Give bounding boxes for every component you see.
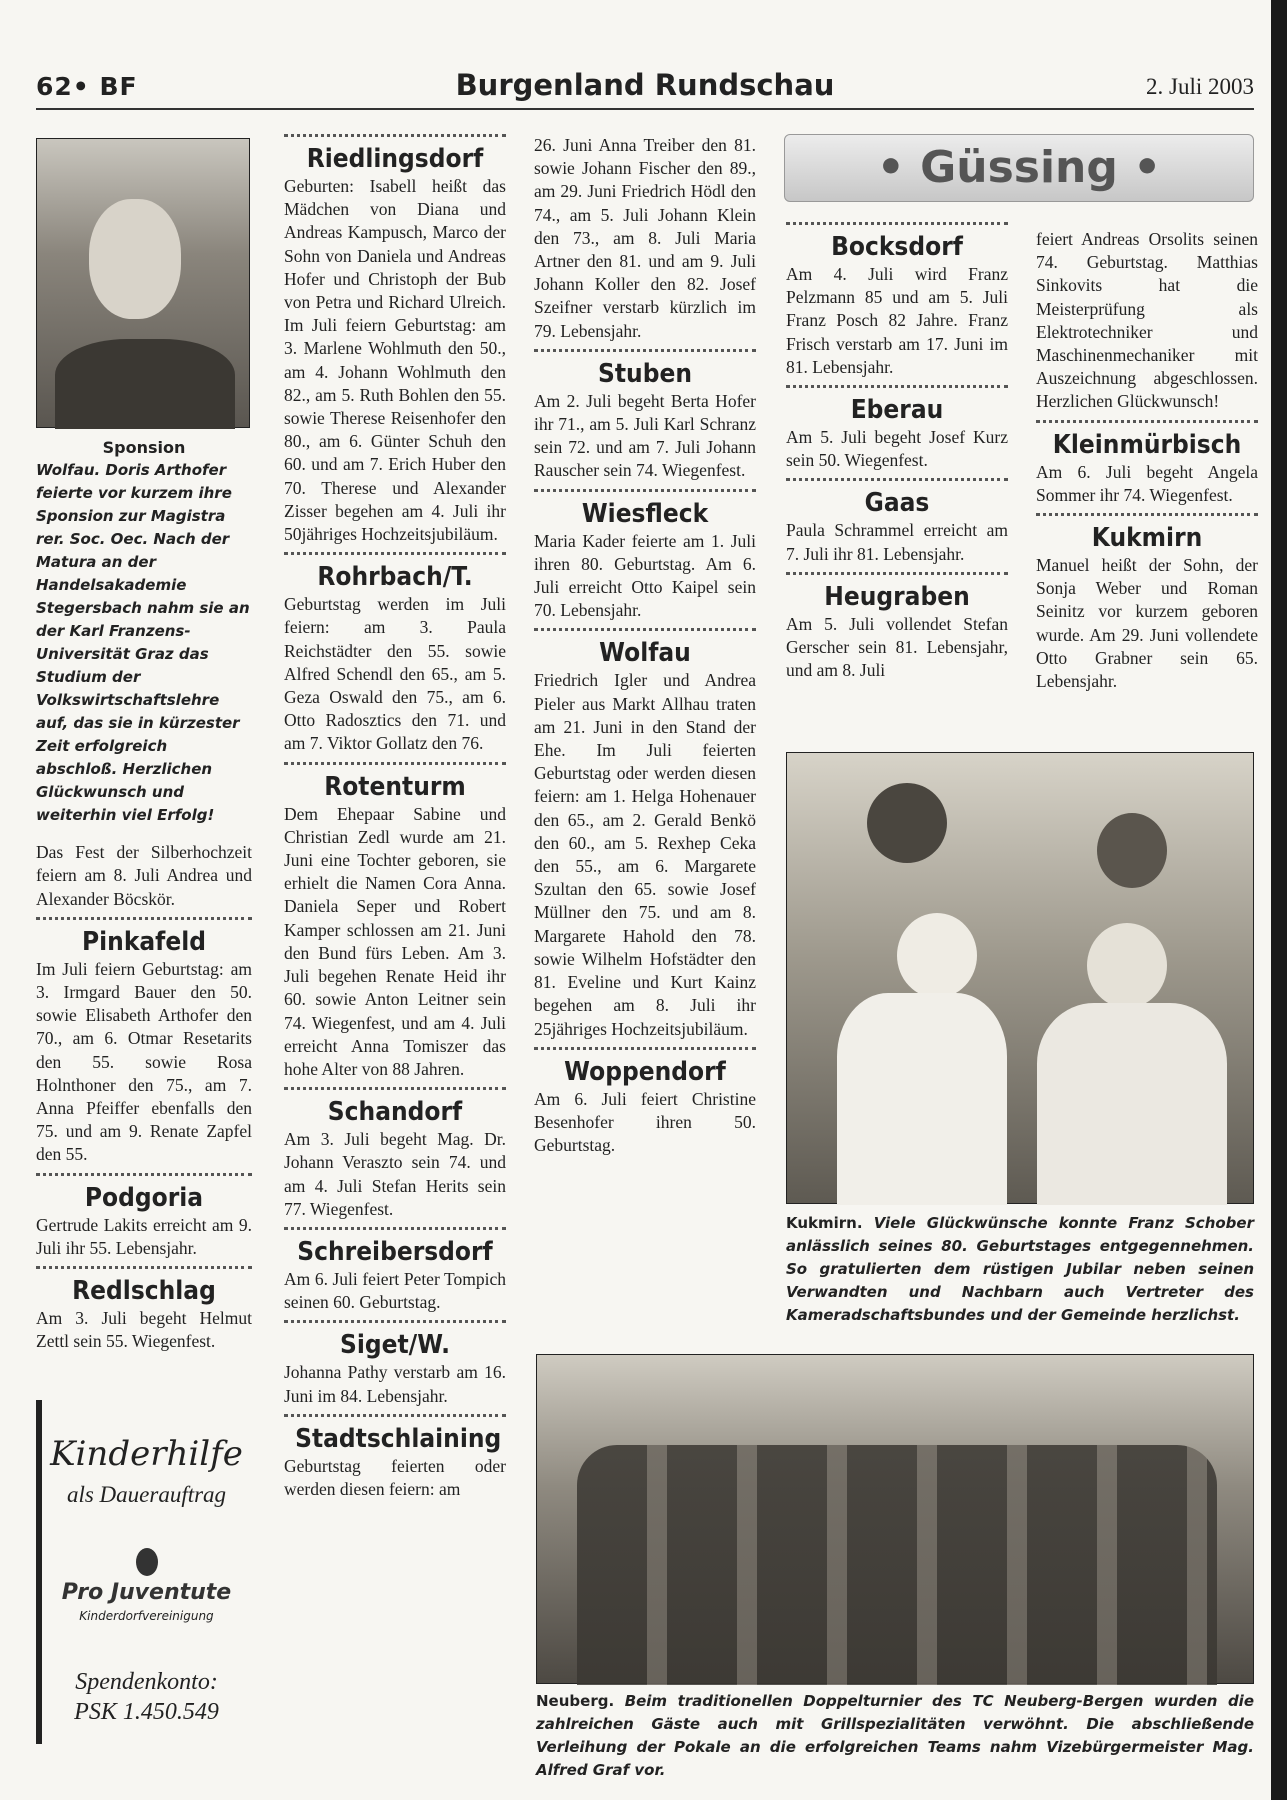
heading-rohrbach: Rohrbach/T. bbox=[317, 562, 473, 593]
portrait-shoulders bbox=[55, 339, 235, 429]
photo-figure bbox=[897, 913, 977, 998]
text-kukmirn: Manuel heißt der Sohn, der Sonja Weber und Roman Seinitz vor kurzem geboren wurde. Am 29. Juni vollendete Otto Grabner sein 65. Lebensjahr. bbox=[1036, 555, 1258, 692]
photo-figure bbox=[1037, 1003, 1227, 1205]
heading-schandorf: Schandorf bbox=[327, 1097, 463, 1128]
text-woppendorf: Am 6. Juli feiert Christine Besenhofer ihren 50. Geburtstag. bbox=[534, 1088, 756, 1156]
photo-figure bbox=[1097, 813, 1167, 888]
heading-rotenturm: Rotenturm bbox=[324, 771, 466, 802]
column-5 bbox=[1036, 228, 1258, 693]
text-schreibersdorf: Am 6. Juli feiert Peter Tompich seinen 60. Geburtstag. bbox=[284, 1268, 506, 1313]
heading-pinkafeld: Pinkafeld bbox=[81, 926, 207, 957]
heading-wiesfleck: Wiesfleck bbox=[581, 498, 709, 529]
caption-lead: Neuberg. bbox=[536, 1692, 615, 1710]
photo-group bbox=[577, 1445, 1217, 1685]
ad-account-label: Spendenkonto: bbox=[75, 1669, 218, 1695]
heading-heugraben: Heugraben bbox=[824, 581, 970, 612]
publication-title: Burgenland Rundschau bbox=[455, 68, 835, 102]
column-2 bbox=[284, 134, 506, 1501]
heading-kleinmuerbisch: Kleinmürbisch bbox=[1052, 429, 1242, 460]
text-gaas: Paula Schrammel erreicht am 7. Juli ihr 81. Lebensjahr. bbox=[786, 520, 1008, 564]
balloon-icon bbox=[136, 1548, 158, 1576]
heading-gaas: Gaas bbox=[864, 488, 930, 519]
heading-podgoria: Podgoria bbox=[84, 1182, 204, 1213]
page-spine-edge bbox=[1271, 0, 1287, 1800]
heading-schreibersdorf: Schreibersdorf bbox=[297, 1236, 493, 1267]
page-header bbox=[36, 68, 1254, 110]
heading-riedlingsdorf: Riedlingsdorf bbox=[306, 144, 484, 174]
photo-figure bbox=[867, 783, 947, 863]
text-schandorf: Am 3. Juli begeht Mag. Dr. Johann Veraszto sein 74. und am 4. Juli Stefan Herits sein 77. Wiegenfest. bbox=[284, 1129, 506, 1219]
text-rotenturm: Dem Ehepaar Sabine und Christian Zedl wurde am 21. Juni eine Tochter geboren, sie erhielt die Namen Cora Anna. Daniela Seper und Robert Kamper schlossen am 21. Juni den Bund fürs Leben. Am 3. Juli begehen Renate Heid ihr 60. sowie Anton Leitner sein 74. Wiegenfest, und am 4. Juli erreicht Anna Tomiszer das hohe Alter von 88 Jahren. bbox=[284, 803, 506, 1079]
text-heugraben-cont: feiert Andreas Orsolits seinen 74. Geburtstag. Matthias Sinkovits hat die Meisterprüfung als Elektrotechniker und Maschinenmechaniker mit Auszeichnung abgeschlossen. Herzlichen Glückwunsch! bbox=[1036, 229, 1258, 412]
text-redlschlag: Am 3. Juli begeht Helmut Zettl sein 55. Wiegenfest. bbox=[36, 1308, 252, 1352]
column-4 bbox=[786, 222, 1008, 682]
column-1 bbox=[36, 436, 252, 1353]
column-3 bbox=[534, 134, 756, 1157]
ad-handwritten-title: Kinderhilfe bbox=[50, 1434, 243, 1474]
heading-stadtschlaining: Stadtschlaining bbox=[295, 1423, 502, 1454]
text-stadtschlaining: Geburtstag feierten oder werden diesen feiern: am bbox=[284, 1455, 506, 1499]
text-eberau: Am 5. Juli begeht Josef Kurz sein 50. Wiegenfest. bbox=[786, 427, 1008, 471]
photo-figure bbox=[837, 993, 1007, 1205]
text-heugraben: Am 5. Juli vollendet Stefan Gerscher sein 81. Lebensjahr, und am 8. Juli bbox=[786, 613, 1008, 681]
kukmirn-photo bbox=[786, 752, 1254, 1204]
heading-eberau: Eberau bbox=[850, 395, 944, 426]
text-pinkafeld: Im Juli feiern Geburtstag: am 3. Irmgard Bauer den 50. sowie Elisabeth Arthofer den 70., am 6. Otmar Resetarits den 55. sowie Rosa Holnthoner den 75., am 7. Anna Pfeiffer ebenfalls den 75. und am 9. Renate Zapfel den 55. bbox=[36, 958, 252, 1165]
heading-redlschlag: Redlschlag bbox=[72, 1276, 216, 1307]
caption-text: Viele Glückwünsche konnte Franz Schober anlässlich seines 80. Geburtstages entgegennehmen. So gratulierten dem rüstigen Jubilar neben seinen Verwandten und Nachbarn auch Vertreter des Kameradschaftsbundes und der Gemeinde herzlichst. bbox=[786, 1214, 1254, 1324]
heading-kukmirn: Kukmirn bbox=[1091, 523, 1203, 554]
text-stadtschlaining-cont: 26. Juni Anna Treiber den 81. sowie Johann Fischer den 89., am 29. Juni Friedrich Hödl den 74., am 5. Juli Johann Klein den 73., am 8. Juli Maria Artner den 81. und am 9. Juli Johann Koller den 82. Josef Szeifner verstarb kürzlich im 79. Lebensjahr. bbox=[534, 135, 756, 341]
heading-siget: Siget/W. bbox=[339, 1330, 451, 1361]
ad-account-number: PSK 1.450.549 bbox=[74, 1699, 219, 1725]
neuberg-photo bbox=[536, 1354, 1254, 1684]
sponsion-caption: Wolfau. Doris Arthofer feierte vor kurzem ihre Sponsion zur Magistra rer. Soc. Oec. Nach der Matura an der Handelsakademie Stegersbach nahm sie an der Karl Franzens-Universität Graz das Studium der Volkswirtschaftslehre auf, das sie in kürzester Zeit erfolgreich abschloß. Herzlichen Glückwunsch und weiterhin viel Erfolg! bbox=[36, 461, 250, 825]
sponsion-caption-title: Sponsion bbox=[102, 438, 186, 457]
heading-stuben: Stuben bbox=[598, 358, 692, 389]
text-stuben: Am 2. Juli begeht Berta Hofer ihr 71., am 5. Juli Karl Schranz sein 72. und am 7. Juli Johann Rauscher sein 74. Wiegenfest. bbox=[534, 390, 756, 481]
ad-dauerauftrag: als Dauerauftrag bbox=[66, 1482, 227, 1507]
text-riedlingsdorf: Geburten: Isabell heißt das Mädchen von Diana und Andreas Kampusch, Marco der Sohn von Daniela und Andreas Hofer und Christoph der Bub von Petra und Richard Ulreich. Im Juli feiern Geburtstag: am 3. Marlene Wohlmuth den 50., am 4. Johann Wohlmuth den 82., am 5. Ruth Bohlen den 55. sowie Therese Reisenhofer den 80., am 6. Günter Schuh den 60. und am 7. Erich Huber den 70. Therese und Alexander Zisser begehen am 4. Juli ihr 50jähriges Hochzeitsjubiläum. bbox=[284, 176, 506, 545]
issue-date: 2. Juli 2003 bbox=[1146, 74, 1254, 99]
ad-logo-text: Pro Juventute bbox=[61, 1580, 232, 1605]
text-wolfau: Friedrich Igler und Andrea Pieler aus Markt Allhau traten am 21. Juni in den Stand der Ehe. Im Juli feierten Geburtstag oder werden diesen feiern: am 1. Helga Hohenauer den 65., am 2. Gerald Benkö den 60., am 5. Rexhep Ceka den 55., am 6. Margarete Szultan den 65. sowie Josef Müllner den 75. und am 8. Margarete Hahold den 78. sowie Wilhelm Hofstädter den 81. Eveline und Kurt Kainz begehen am 8. Juli ihr 25jähriges Hochzeitsjubiläum. bbox=[534, 670, 756, 1039]
heading-wolfau: Wolfau bbox=[599, 638, 691, 669]
text-siget: Johanna Pathy verstarb am 16. Juni im 84. Lebensjahr. bbox=[284, 1362, 506, 1406]
portrait-photo bbox=[36, 138, 250, 428]
photo-figure bbox=[1087, 923, 1167, 1008]
ad-organisation: Kinderdorfvereinigung bbox=[79, 1609, 214, 1623]
caption-text: Beim traditionellen Doppelturnier des TC Neuberg-Bergen wurden die zahlreichen Gäste auch mit Grillspezialitäten verwöhnt. Die abschließende Verleihung der Pokale an die erfolgreichen Teams nahm Vizebürgermeister Mag. Alfred Graf vor. bbox=[536, 1692, 1254, 1779]
text-wiesfleck: Maria Kader feierte am 1. Juli ihren 80. Geburtstag. Am 6. Juli erreicht Otto Kaipel sein 70. Lebensjahr. bbox=[534, 530, 756, 621]
portrait-face bbox=[89, 199, 181, 319]
text-podgoria: Gertrude Lakits erreicht am 9. Juli ihr 55. Lebensjahr. bbox=[36, 1214, 252, 1258]
kinderhilfe-ad bbox=[36, 1400, 251, 1744]
text-bocksdorf: Am 4. Juli wird Franz Pelzmann 85 und am 5. Juli Franz Posch 82 Jahre. Franz Frisch verstarb am 17. Juni im 81. Lebensjahr. bbox=[786, 264, 1008, 377]
kukmirn-photo-caption bbox=[786, 1212, 1254, 1327]
silberhochzeit-text: Das Fest der Silberhochzeit feiern am 8. Juli Andrea und Alexander Böcskör. bbox=[36, 842, 252, 909]
text-rohrbach: Geburtstag werden im Juli feiern: am 3. Paula Reichstädter den 55. sowie Alfred Schendl den 65., am 5. Geza Oswald den 75., am 6. Otto Radosztics den 71. und am 7. Viktor Gollatz den 76. bbox=[284, 594, 506, 754]
heading-woppendorf: Woppendorf bbox=[564, 1056, 726, 1087]
section-banner: • Güssing • bbox=[784, 134, 1254, 202]
caption-lead: Kukmirn. bbox=[786, 1214, 863, 1232]
heading-bocksdorf: Bocksdorf bbox=[831, 232, 963, 262]
text-kleinmuerbisch: Am 6. Juli begeht Angela Sommer ihr 74. Wiegenfest. bbox=[1036, 461, 1258, 505]
neuberg-photo-caption bbox=[536, 1690, 1254, 1782]
page-number: 62• BF bbox=[36, 72, 138, 101]
